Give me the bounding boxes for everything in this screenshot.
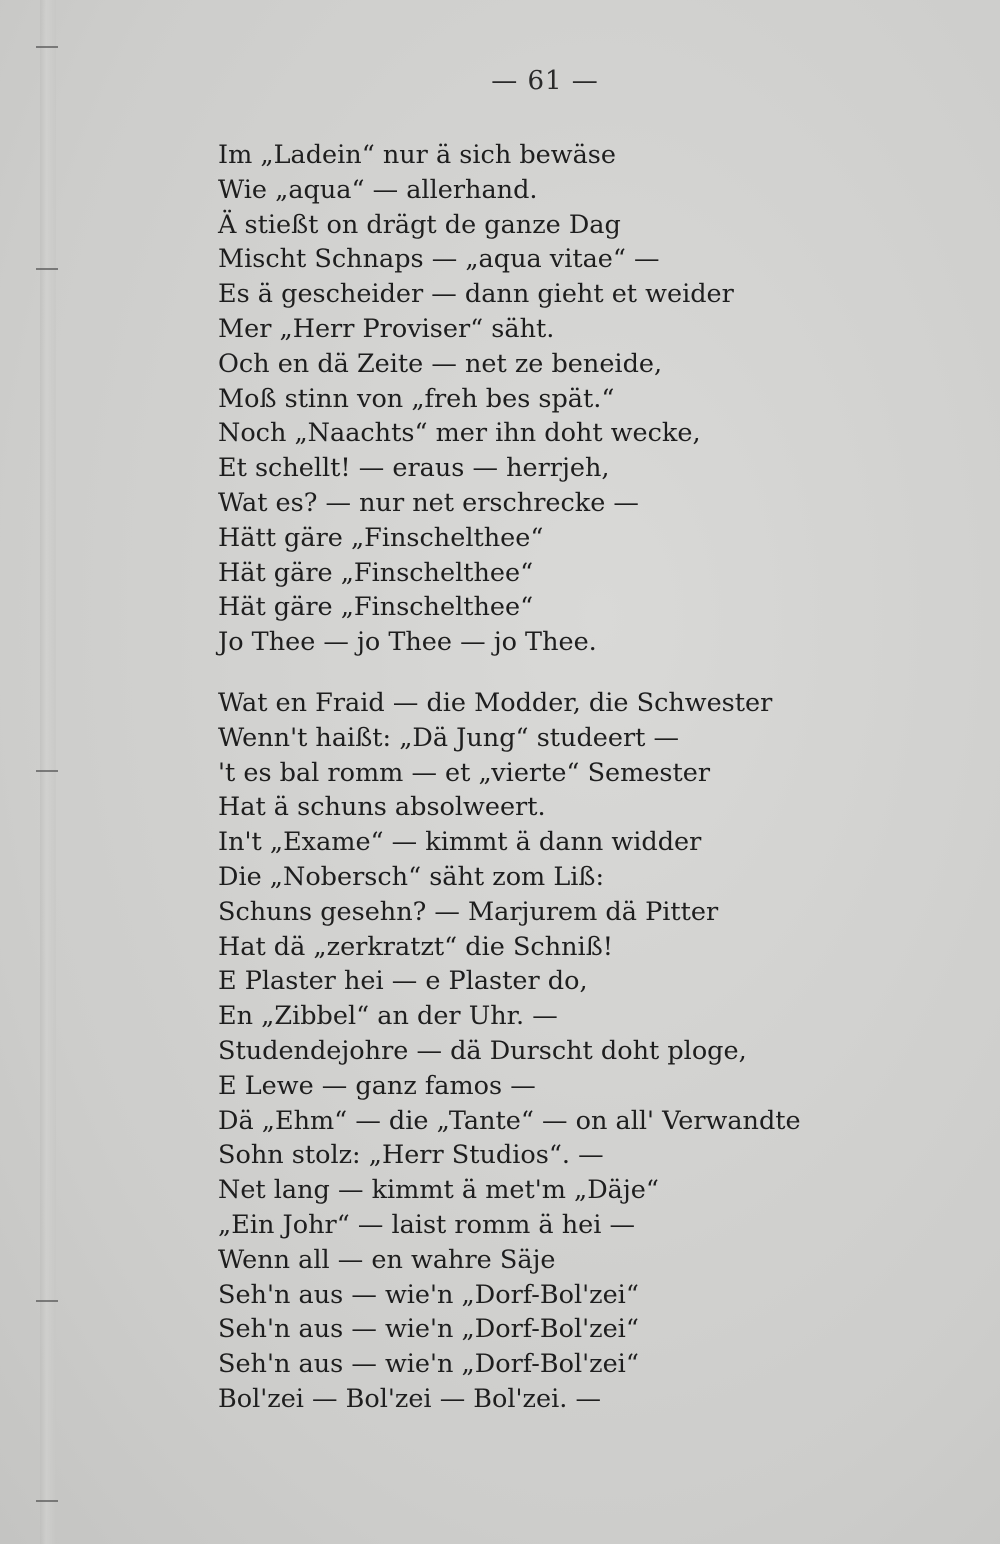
poem-line: E Plaster hei — e Plaster do, (218, 966, 588, 997)
poem-line: Moß stinn von „freh bes spät.“ (218, 383, 615, 414)
binding-stitch (36, 770, 58, 772)
poem-line: Die „Nobersch“ säht zom Liß: (218, 861, 605, 892)
poem-line: E Lewe — ganz famos — (218, 1070, 536, 1101)
poem-line: 't es bal romm — et „vierte“ Semester (218, 757, 711, 788)
poem-line: Mer „Herr Proviser“ säht. (218, 313, 555, 344)
poem-line: Hät gäre „Finschelthee“ (218, 557, 534, 588)
binding-stitch (36, 46, 58, 48)
poem-line: Hat ä schuns absolweert. (218, 792, 546, 823)
poem-line: Bol'zei — Bol'zei — Bol'zei. — (218, 1383, 601, 1414)
binding-stitch (36, 268, 58, 270)
stanza-1 (218, 138, 734, 660)
poem-line: En „Zibbel“ an der Uhr. — (218, 1001, 558, 1032)
poem-line: Ä stießt on drägt de ganze Dag (218, 209, 621, 240)
poem-line: In't „Exame“ — kimmt ä dann widder (218, 827, 702, 858)
poem-line: Sohn stolz: „Herr Studios“. — (218, 1140, 604, 1171)
poem-line: Wat es? — nur net erschrecke — (218, 487, 639, 518)
poem-line: Seh'n aus — wie'n „Dorf-Bol'zei“ (218, 1349, 639, 1380)
poem-line: Seh'n aus — wie'n „Dorf-Bol'zei“ (218, 1279, 639, 1310)
poem-line: Et schellt! — eraus — herrjeh, (218, 453, 610, 484)
poem-line: Hat dä „zerkratzt“ die Schniß! (218, 931, 613, 962)
poem-line: Noch „Naachts“ mer ihn doht wecke, (218, 418, 701, 449)
poem-line: Wenn all — en wahre Säje (218, 1244, 556, 1275)
stanza-2 (218, 686, 801, 1417)
poem-line: Studendejohre — dä Durscht doht ploge, (218, 1035, 747, 1066)
poem-line: Seh'n aus — wie'n „Dorf-Bol'zei“ (218, 1314, 639, 1345)
poem-line: Dä „Ehm“ — die „Tante“ — on all' Verwandte (218, 1105, 801, 1136)
poem-line: Schuns gesehn? — Marjurem dä Pitter (218, 896, 719, 927)
poem-line: Wat en Fraid — die Modder, die Schwester (218, 688, 773, 718)
poem-line: Net lang — kimmt ä met'm „Däje“ (218, 1175, 659, 1206)
poem-line: Wenn't haißt: „Dä Jung“ studeert — (218, 722, 679, 753)
poem-line: Jo Thee — jo Thee — jo Thee. (218, 627, 597, 658)
page-number: — 61 — (491, 66, 599, 96)
poem-line: Wie „aqua“ — allerhand. (218, 174, 538, 205)
poem-line: Hät gäre „Finschelthee“ (218, 592, 534, 623)
poem-line: Mischt Schnaps — „aqua vitae“ — (218, 244, 660, 275)
poem-line: „Ein Johr“ — laist romm ä hei — (218, 1209, 635, 1240)
binding-gutter (40, 0, 56, 1544)
poem-line: Hätt gäre „Finschelthee“ (218, 522, 544, 553)
poem-line: Im „Ladein“ nur ä sich bewäse (218, 140, 616, 170)
poem-line: Och en dä Zeite — net ze beneide, (218, 348, 663, 379)
poem-line: Es ä gescheider — dann gieht et weider (218, 279, 734, 310)
binding-stitch (36, 1500, 58, 1502)
binding-stitch (36, 1300, 58, 1302)
